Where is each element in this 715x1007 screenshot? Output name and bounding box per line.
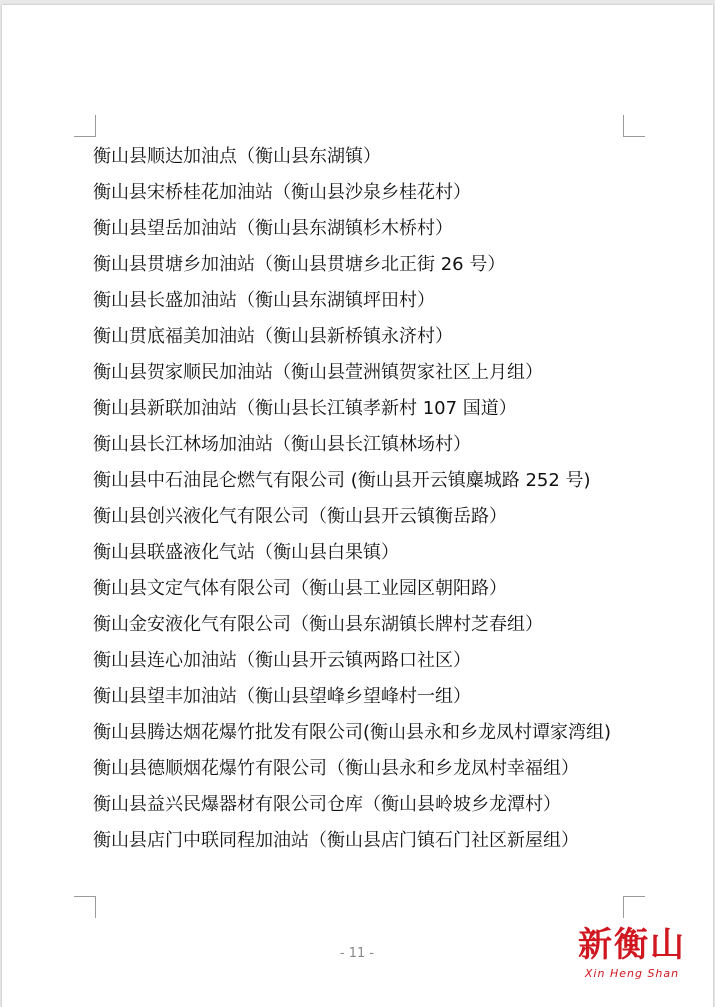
list-item: 衡山县顺达加油点（衡山县东湖镇） <box>93 146 381 167</box>
list-item: 衡山县腾达烟花爆竹批发有限公司(衡山县永和乡龙凤村谭家湾组) <box>93 722 612 743</box>
list-item: 衡山贯底福美加油站（衡山县新桥镇永济村） <box>93 326 453 347</box>
crop-mark-bottom-left <box>74 896 96 918</box>
list-item: 衡山县中石油昆仑燃气有限公司 (衡山县开云镇麋城路 252 号) <box>93 470 591 491</box>
list-item: 衡山县新联加油站（衡山县长江镇孝新村 107 国道） <box>93 398 517 419</box>
crop-mark-top-right <box>623 115 645 137</box>
page-number: - 11 - <box>339 946 375 961</box>
crop-mark-top-left <box>74 115 96 137</box>
list-item: 衡山县连心加油站（衡山县开云镇两路口社区） <box>93 650 471 671</box>
list-item: 衡山金安液化气有限公司（衡山县东湖镇长牌村芝春组） <box>93 614 543 635</box>
list-item: 衡山县望丰加油站（衡山县望峰乡望峰村一组） <box>93 686 471 707</box>
list-item: 衡山县益兴民爆器材有限公司仓库（衡山县岭坡乡龙潭村） <box>93 794 561 815</box>
document-page <box>2 5 713 1007</box>
list-item: 衡山县创兴液化气有限公司（衡山县开云镇衡岳路） <box>93 506 507 527</box>
list-item: 衡山县店门中联同程加油站（衡山县店门镇石门社区新屋组） <box>93 830 579 851</box>
crop-mark-bottom-right <box>623 896 645 918</box>
list-item: 衡山县德顺烟花爆竹有限公司（衡山县永和乡龙凤村幸福组） <box>93 758 579 779</box>
list-item: 衡山县长江林场加油站（衡山县长江镇林场村） <box>93 434 471 455</box>
list-item: 衡山县联盛液化气站（衡山县白果镇） <box>93 542 399 563</box>
list-item: 衡山县贯塘乡加油站（衡山县贯塘乡北正街 26 号） <box>93 254 506 275</box>
brand-logo-chinese: 新衡山 <box>578 925 686 965</box>
list-item: 衡山县长盛加油站（衡山县东湖镇坪田村） <box>93 290 435 311</box>
list-item: 衡山县文定气体有限公司（衡山县工业园区朝阳路） <box>93 578 507 599</box>
list-item: 衡山县望岳加油站（衡山县东湖镇杉木桥村） <box>93 218 453 239</box>
list-item: 衡山县贺家顺民加油站（衡山县萱洲镇贺家社区上月组） <box>93 362 543 383</box>
brand-logo <box>557 925 707 985</box>
list-item: 衡山县宋桥桂花加油站（衡山县沙泉乡桂花村） <box>93 182 471 203</box>
document-body <box>93 139 628 859</box>
brand-logo-english: Xin Heng Shan <box>584 967 680 980</box>
